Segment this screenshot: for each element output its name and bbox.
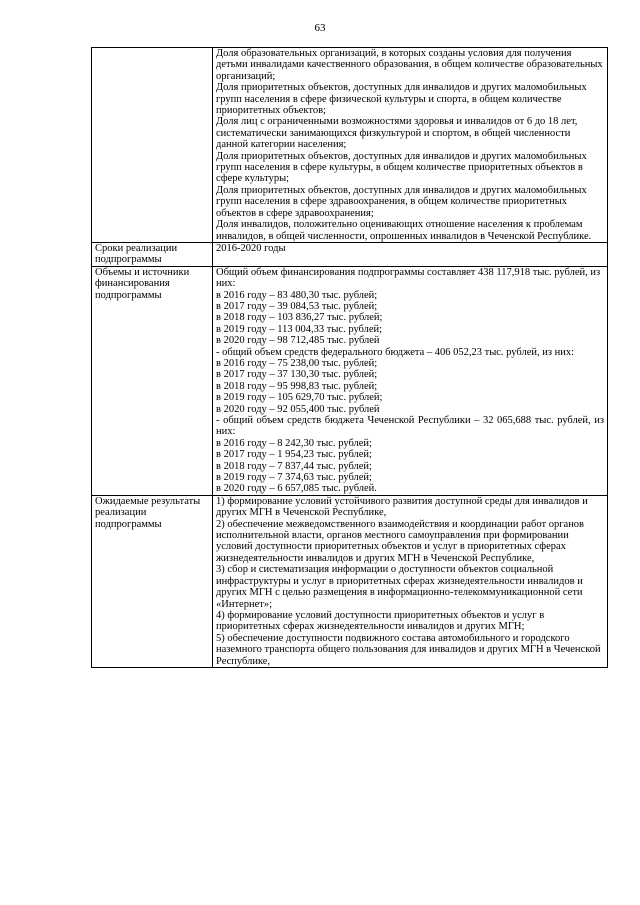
row-content-cell — [213, 242, 608, 266]
content-line: в 2016 году – 83 480,30 тыс. рублей; — [216, 289, 378, 301]
content-line: - общий объем средств бюджета Чеченской Республики – 32 065,688 тыс. рублей, из них: — [216, 415, 604, 438]
content-line: 5) обеспечение доступности подвижного состава автомобильного и городского наземного транспорта общего пользования для инвалидов и других МГН в Чеченской Республике, — [216, 632, 601, 667]
content-line: в 2020 году – 98 712,485 тыс. рублей — [216, 335, 380, 347]
content-line: Доля инвалидов, положительно оценивающих отношение населения к проблемам инвалидов, в общей численности, опрошенных инвалидов в Чеченской Республике. — [216, 219, 592, 242]
row-label: Ожидаемые результаты реализации подпрограммы — [95, 495, 201, 530]
content-line: в 2017 году – 37 130,30 тыс. рублей; — [216, 369, 378, 381]
row-label-cell — [92, 266, 213, 495]
content-line: 4) формирование условий доступности приоритетных объектов и услуг в приоритетных сферах жизнедеятельности инвалидов и других МГН; — [216, 609, 545, 633]
content-line: в 2018 году – 95 998,83 тыс. рублей; — [216, 380, 378, 392]
content-line: в 2019 году – 113 004,33 тыс. рублей; — [216, 323, 383, 335]
row-label-cell — [92, 495, 213, 667]
content-line: в 2017 году – 39 084,53 тыс. рублей; — [216, 300, 378, 312]
content-line: Общий объем финансирования подпрограммы составляет 438 117,918 тыс. рублей, из них: — [216, 266, 601, 290]
content-line: Доля приоритетных объектов, доступных для инвалидов и других маломобильных групп населения в сфере здравоохранения, в общем количестве приоритетных объектов в сфере здравоохранения; — [216, 184, 587, 219]
content-line: 1) формирование условий устойчивого развития доступной среды для инвалидов и других МГН в Чеченской Республике, — [216, 495, 588, 519]
row-content-cell — [213, 48, 608, 243]
row-label-cell — [92, 48, 213, 243]
content-line: 3) сбор и систематизация информации о доступности объектов социальной инфраструктуры и услуг в приоритетных сферах жизнедеятельности инвалидов и других МГН с целью размещения в информационно-телекоммуникационной сети «Интернет»; — [216, 564, 583, 610]
content-line: в 2018 году – 103 836,27 тыс. рублей; — [216, 312, 383, 324]
content-line: в 2019 году – 105 629,70 тыс. рублей; — [216, 392, 383, 404]
table-row — [92, 48, 608, 243]
row-content-cell — [213, 266, 608, 495]
content-line: в 2017 году – 1 954,23 тыс. рублей; — [216, 449, 372, 461]
content-line: Доля лиц с ограниченными возможностями здоровья и инвалидов от 6 до 18 лет, систематически занимающихся физкультурой и спортом, в общей численности данной категории населения; — [216, 116, 578, 151]
content-line: в 2019 году – 7 374,63 тыс. рублей; — [216, 472, 372, 484]
content-line: в 2016 году – 8 242,30 тыс. рублей; — [216, 437, 372, 449]
row-content-cell — [213, 495, 608, 667]
row-label: Сроки реализации подпрограммы — [95, 242, 178, 266]
content-line: в 2016 году – 75 238,00 тыс. рублей; — [216, 357, 378, 369]
content-line: Доля приоритетных объектов, доступных для инвалидов и других маломобильных групп населения в сфере культуры, в общем количестве приоритетных объектов в сфере культуры; — [216, 150, 587, 185]
table-row — [92, 495, 608, 667]
page-number: 63 — [314, 22, 326, 34]
content-line: в 2020 году – 92 055,400 тыс. рублей — [216, 403, 380, 415]
subprogram-passport-table — [91, 47, 608, 668]
row-label: Объемы и источники финансирования подпрограммы — [95, 266, 190, 301]
content-line: 2016-2020 годы — [216, 242, 286, 254]
content-line: в 2018 году – 7 837,44 тыс. рублей; — [216, 460, 372, 472]
table-row — [92, 266, 608, 495]
content-line: Доля приоритетных объектов, доступных для инвалидов и других маломобильных групп населения в сфере физической культуры и спорта, в общем количестве приоритетных объектов; — [216, 82, 587, 117]
content-line: Доля образовательных организаций, в которых созданы условия для получения детьми инвалидами качественного образования, в общем количестве образовательных организаций; — [216, 48, 603, 82]
table-body — [92, 48, 608, 668]
content-line: - общий объем средств федерального бюджета – 406 052,23 тыс. рублей, из них: — [216, 346, 575, 358]
table-row — [92, 242, 608, 266]
row-label-cell — [92, 242, 213, 266]
content-line: 2) обеспечение межведомственного взаимодействия и координации работ органов исполнительной власти, органов местного самоуправления при формировании условий доступности приоритетных объектов и услуг в приоритетных сферах жизнедеятельности инвалидов и других МГН в Чеченской Республике, — [216, 518, 585, 564]
content-line: в 2020 году – 6 657,085 тыс. рублей. — [216, 483, 377, 495]
